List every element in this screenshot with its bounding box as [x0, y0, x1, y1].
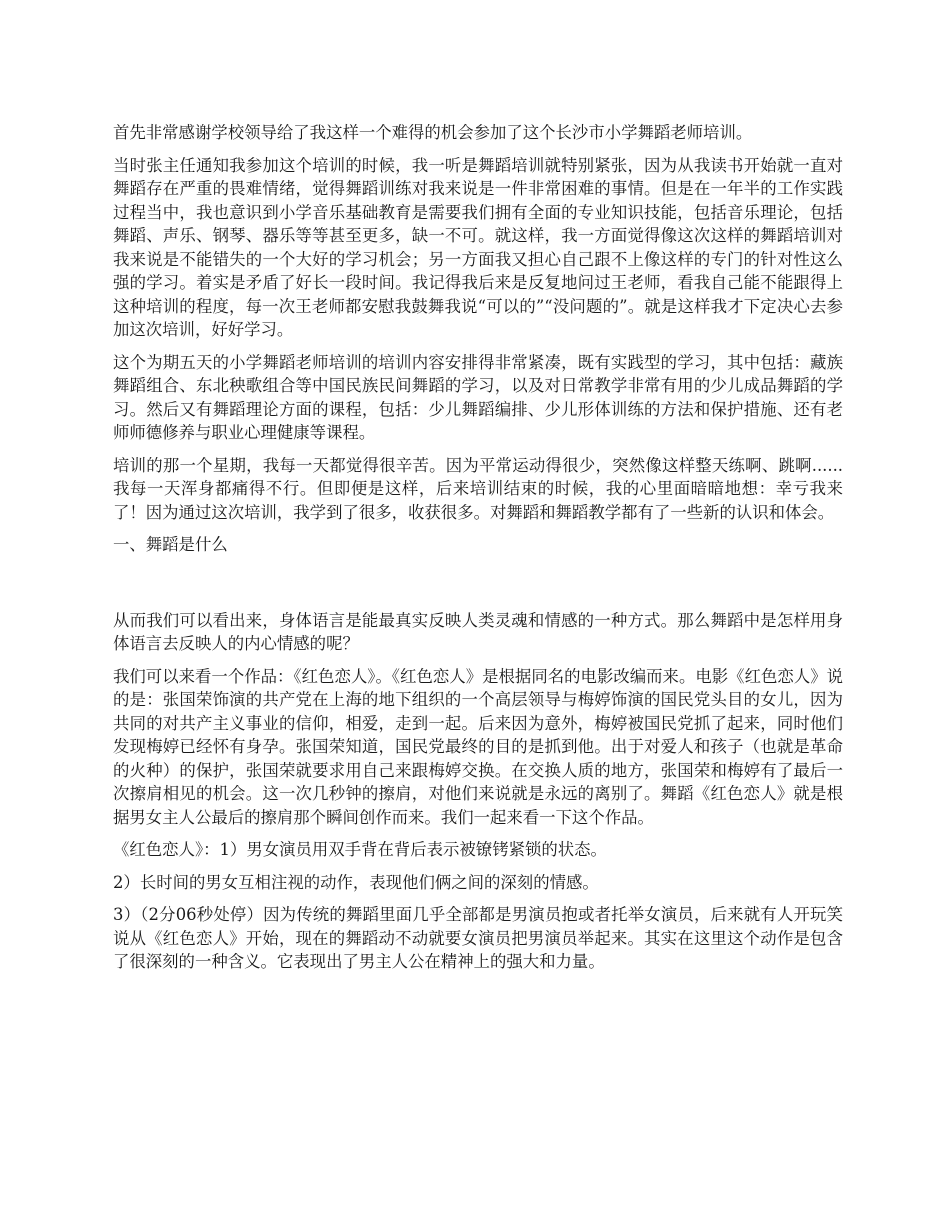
- body-paragraph: 当时张主任通知我参加这个培训的时候，我一听是舞蹈培训就特别紧张，因为从我读书开始就一直对舞蹈存在严重的畏难情绪，觉得舞蹈训练对我来说是一件非常困难的事情。但是在一年半的工作实践过程当中，我也意识到小学音乐基础教育是需要我们拥有全面的专业知识技能，包括音乐理论，包括舞蹈、声乐、钢琴、器乐等等甚至更多，缺一不可。就这样，我一方面觉得像这次这样的舞蹈培训对我来说是不能错失的一个大好的学习机会；另一方面我又担心自己跟不上像这样的专门的针对性这么强的学习。着实是矛盾了好长一段时间。我记得我后来是反复地问过王老师，看我自己能不能跟得上这种培训的程度，每一次王老师都安慰我鼓舞我说“可以的”“没问题的”。就是这样我才下定决心去参加这次培训，好好学习。: [113, 155, 843, 339]
- document-body: [113, 121, 843, 983]
- list-item: 3）（2分06秒处停）因为传统的舞蹈里面几乎全部都是男演员抱或者托举女演员，后来就有人开玩笑说从《红色恋人》开始，现在的舞蹈动不动就要女演员把男演员举起来。其实在这里这个动作是包含了很深刻的一种含义。它表现出了男主人公在精神上的强大和力量。: [113, 905, 843, 971]
- intro-paragraph: 首先非常感谢学校领导给了我这样一个难得的机会参加了这个长沙市小学舞蹈老师培训。: [113, 123, 753, 142]
- body-paragraph: 从而我们可以看出来，身体语言是能最真实反映人类灵魂和情感的一种方式。那么舞蹈中是怎样用身体语言去反映人的内心情感的呢？: [113, 610, 843, 653]
- list-item: 2）长时间的男女互相注视的动作，表现他们俩之间的深刻的情感。: [113, 872, 599, 892]
- list-item: 《红色恋人》：1）男女演员用双手背在背后表示被镣铐紧锁的状态。: [113, 840, 607, 859]
- body-paragraph: 我们可以来看一个作品：《红色恋人》。《红色恋人》是根据同名的电影改编而来。电影《红色恋人》说的是：张国荣饰演的共产党在上海的地下组织的一个高层领导与梅婷饰演的国民党头目的女儿，因为共同的对共产主义事业的信仰，相爱，走到一起。后来因为意外，梅婷被国民党抓了起来，同时他们发现梅婷已经怀有身孕。张国荣知道，国民党最终的目的是抓到他。出于对爱人和孩子（也就是革命的火种）的保护，张国荣就要求用自己来跟梅婷交换。在交换人质的地方，张国荣和梅婷有了最后一次擦肩相见的机会。这一次几秒钟的擦肩，对他们来说就是永远的离别了。舞蹈《红色恋人》就是根据男女主人公最后的擦肩那个瞬间创作而来。我们一起来看一下这个作品。: [113, 666, 843, 827]
- section-heading: 一、舞蹈是什么: [113, 535, 228, 554]
- body-paragraph: 培训的那一个星期，我每一天都觉得很辛苦。因为平常运动得很少，突然像这样整天练啊、跳啊......我每一天浑身都痛得不行。但即便是这样，后来培训结束的时候，我的心里面暗暗地想：幸亏我来了！因为通过这次培训，我学到了很多，收获很多。对舞蹈和舞蹈教学都有了一些新的认识和体会。: [113, 455, 843, 522]
- body-paragraph: 这个为期五天的小学舞蹈老师培训的培训内容安排得非常紧凑，既有实践型的学习，其中包括：藏族舞蹈组合、东北秧歌组合等中国民族民间舞蹈的学习，以及对日常教学非常有用的少儿成品舞蹈的学习。然后又有舞蹈理论方面的课程，包括：少儿舞蹈编排、少儿形体训练的方法和保护措施、还有老师师德修养与职业心理健康等课程。: [113, 352, 843, 442]
